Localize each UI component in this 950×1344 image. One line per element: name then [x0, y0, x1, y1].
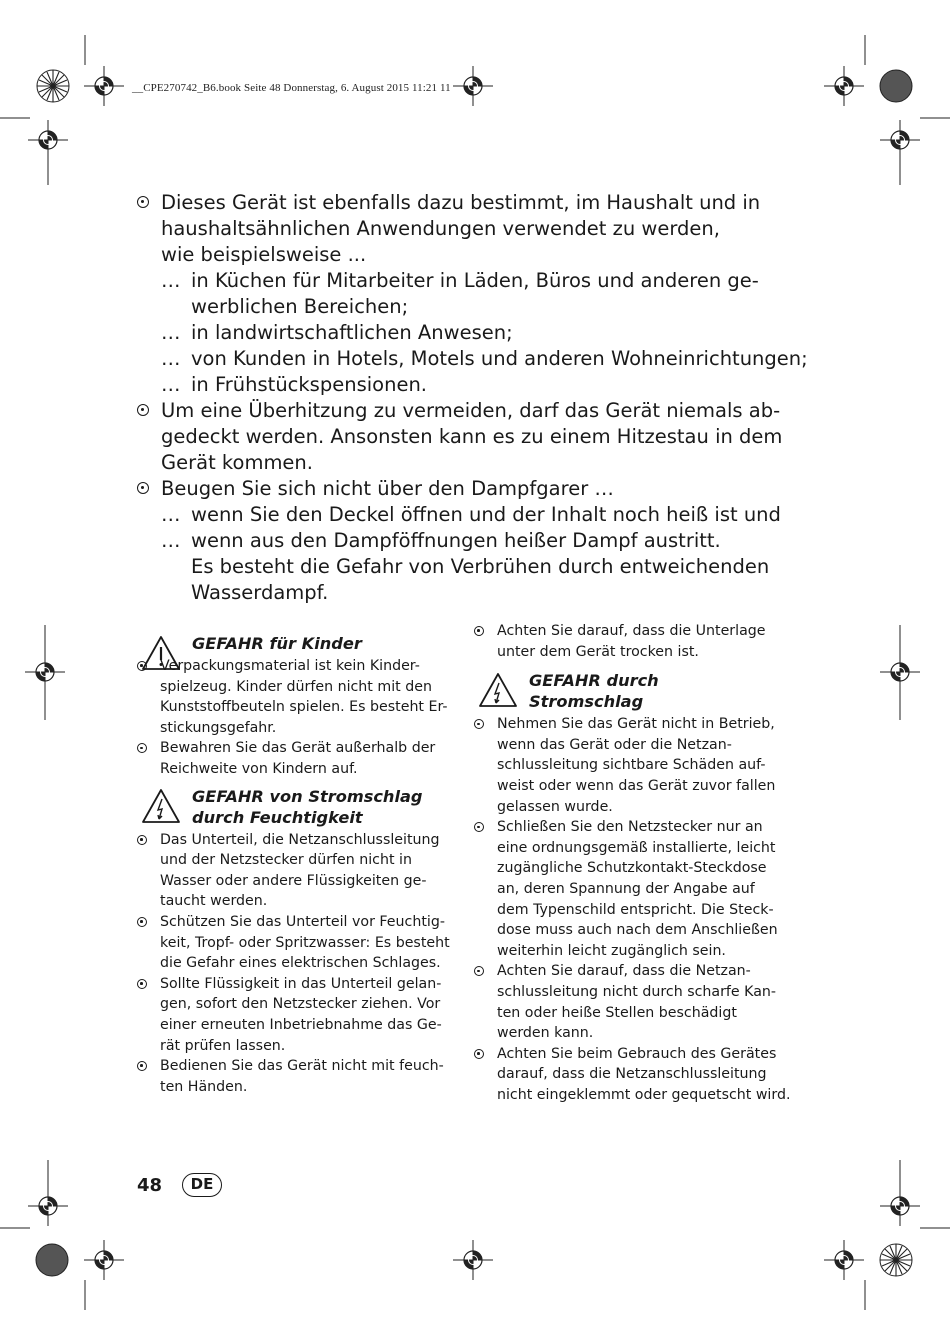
intro-sub-item: [161, 528, 817, 554]
bullet-item: [135, 1056, 460, 1097]
bullet-text-line: Achten Sie darauf, dass die Netzan-: [497, 963, 751, 980]
intro-sub-text: in landwirtschaftlichen Anwesen;: [191, 321, 513, 344]
bullet-text-line: an, deren Spannung der Angabe auf: [497, 880, 755, 897]
warning-heading-line: GEFAHR für Kinder: [192, 634, 362, 653]
bullet-item: [472, 714, 797, 817]
circled-bullet-icon: [474, 1049, 484, 1059]
ellipsis-marker: …: [161, 347, 181, 370]
bullet-item: [135, 656, 460, 738]
intro-sub-text: in Frühstückspensionen.: [191, 373, 427, 396]
bullet-text-line: Achten Sie darauf, dass die Unterlage: [497, 623, 766, 639]
warning-heading-line: durch Feuchtigkeit: [192, 807, 363, 827]
intro-sub-continuation: werblichen Bereichen;: [191, 295, 409, 318]
bullet-text-line: Nehmen Sie das Gerät nicht in Betrieb,: [497, 716, 775, 733]
bullet-text-line: Schützen Sie das Unterteil vor Feuchtig-: [160, 913, 445, 930]
warning-heading: [135, 633, 460, 654]
intro-sub-item: [161, 346, 817, 372]
bullet-text-line: Kunststoffbeuteln spielen. Es besteht Er-: [160, 699, 448, 716]
ellipsis-marker: …: [161, 529, 181, 552]
left-column: [135, 625, 460, 1097]
circled-bullet-icon: [137, 743, 147, 753]
bullet-item: [472, 817, 797, 961]
intro-bullet-item: [137, 190, 817, 398]
page-number: 48: [137, 1175, 163, 1196]
circled-bullet-icon: [474, 626, 484, 636]
bullet-text-line: dem Typenschild entspricht. Die Steck-: [497, 901, 774, 918]
bullet-text-line: stickungsgefahr.: [160, 719, 277, 736]
bullet-text-line: schlussleitung nicht durch scharfe Kan-: [497, 983, 776, 1000]
bullet-item: [135, 738, 460, 779]
intro-text-line: Um eine Überhitzung zu vermeiden, darf das Gerät niemals ab-: [161, 399, 781, 422]
bullet-text-line: keit, Tropf- oder Spritzwasser: Es besteht: [160, 934, 450, 951]
bullet-text-line: gelassen wurde.: [497, 798, 613, 815]
bullet-item: [135, 912, 460, 974]
intro-text-line: Gerät kommen.: [161, 451, 313, 474]
bullet-text-line: rät prüfen lassen.: [160, 1037, 286, 1054]
bullet-text-line: darauf, dass die Netzanschlussleitung: [497, 1066, 767, 1083]
electric-hazard-triangle-icon: [141, 788, 181, 824]
book-header-line: __CPE270742_B6.book Seite 48 Donnerstag, 6. August 2015 11:21 11: [132, 82, 451, 94]
circled-bullet-icon: [474, 719, 484, 729]
bullet-text-line: nicht eingeklemmt oder gequetscht wird.: [497, 1086, 791, 1103]
bullet-item: [472, 1044, 797, 1106]
bullet-text-line: Bedienen Sie das Gerät nicht mit feuch-: [160, 1058, 444, 1075]
intro-sub-continuation: Wasserdampf.: [191, 581, 329, 604]
intro-sub-item: [161, 372, 817, 398]
bullet-item: [135, 830, 460, 912]
circled-bullet-icon: [137, 979, 147, 989]
intro-text-line: Dieses Gerät ist ebenfalls dazu bestimmt, im Haushalt und in: [161, 191, 761, 214]
intro-sub-text: in Küchen für Mitarbeiter in Läden, Büros und anderen ge-: [191, 269, 759, 292]
circled-bullet-icon: [137, 196, 149, 208]
intro-text-line: haushaltsähnlichen Anwendungen verwendet zu werden,: [161, 217, 720, 240]
intro-sub-continuation: Es besteht die Gefahr von Verbrühen durch entweichenden: [191, 555, 770, 578]
bullet-text-line: wenn das Gerät oder die Netzan-: [497, 736, 732, 753]
bullet-text-line: und der Netzstecker dürfen nicht in: [160, 852, 412, 869]
warning-heading-line: Stromschlag: [529, 692, 644, 712]
intro-text-line: wie beispielsweise ...: [161, 243, 367, 266]
intro-sub-text: von Kunden in Hotels, Motels und anderen Wohneinrichtungen;: [191, 347, 808, 370]
circled-bullet-icon: [137, 1061, 147, 1071]
bullet-text-line: Verpackungsmaterial ist kein Kinder-: [160, 658, 420, 674]
bullet-text-line: weiterhin leicht zugänglich sein.: [497, 942, 726, 959]
warning-heading-line: GEFAHR von Stromschlag: [192, 786, 423, 806]
intro-sub-text: wenn Sie den Deckel öffnen und der Inhalt noch heiß ist und: [191, 503, 781, 526]
bullet-text-line: Achten Sie beim Gebrauch des Gerätes: [497, 1045, 777, 1062]
bullet-text-line: weist oder wenn das Gerät zuvor fallen: [497, 777, 776, 794]
bullet-text-line: ten Händen.: [160, 1078, 248, 1095]
bullet-text-line: die Gefahr eines elektrischen Schlages.: [160, 955, 441, 972]
ellipsis-marker: …: [161, 321, 181, 344]
electric-hazard-triangle-icon: [478, 672, 518, 708]
bullet-item: [472, 621, 797, 662]
bullet-text-line: ten oder heiße Stellen beschädigt: [497, 1004, 737, 1021]
intro-bullet-item: [137, 476, 817, 606]
intro-sub-item: [161, 320, 817, 346]
bullet-text-line: Bewahren Sie das Gerät außerhalb der: [160, 740, 436, 757]
bullet-text-line: unter dem Gerät trocken ist.: [497, 643, 699, 660]
bullet-text-line: spielzeug. Kinder dürfen nicht mit den: [160, 678, 432, 695]
bullet-text-line: Das Unterteil, die Netzanschlussleitung: [160, 831, 440, 848]
warning-heading: [135, 786, 460, 828]
intro-text-line: gedeckt werden. Ansonsten kann es zu einem Hitzestau in dem: [161, 425, 783, 448]
circled-bullet-icon: [137, 482, 149, 494]
bullet-text-line: Wasser oder andere Flüssigkeiten ge-: [160, 872, 427, 889]
bullet-text-line: Sollte Flüssigkeit in das Unterteil gelan-: [160, 975, 442, 992]
bullet-text-line: zugängliche Schutzkontakt-Steckdose: [497, 860, 767, 877]
bullet-text-line: gen, sofort den Netzstecker ziehen. Vor: [160, 996, 441, 1013]
warning-heading: [472, 670, 797, 712]
circled-bullet-icon: [474, 822, 484, 832]
bullet-text-line: einer erneuten Inbetriebnahme das Ge-: [160, 1016, 442, 1033]
circled-bullet-icon: [137, 917, 147, 927]
bullet-text-line: taucht werden.: [160, 893, 268, 910]
intro-text-line: Beugen Sie sich nicht über den Dampfgarer …: [161, 477, 614, 500]
ellipsis-marker: …: [161, 373, 181, 396]
circled-bullet-icon: [137, 661, 147, 671]
bullet-text-line: schlussleitung sichtbare Schäden auf-: [497, 757, 766, 774]
bullet-text-line: werden kann.: [497, 1025, 594, 1042]
ellipsis-marker: …: [161, 503, 181, 526]
bullet-item: [472, 961, 797, 1043]
bullet-item: [135, 974, 460, 1056]
warning-heading-line: GEFAHR durch: [529, 671, 659, 691]
bullet-text-line: Reichweite von Kindern auf.: [160, 760, 358, 777]
intro-section: [137, 190, 817, 606]
bullet-text-line: Schließen Sie den Netzstecker nur an: [497, 819, 763, 836]
circled-bullet-icon: [137, 404, 149, 416]
circled-bullet-icon: [474, 966, 484, 976]
language-badge: DE: [182, 1173, 222, 1197]
bullet-text-line: eine ordnungsgemäß installierte, leicht: [497, 839, 776, 856]
intro-sub-text: wenn aus den Dampföffnungen heißer Dampf austritt.: [191, 529, 721, 552]
circled-bullet-icon: [137, 835, 147, 845]
intro-bullet-item: [137, 398, 817, 476]
bullet-text-line: dose muss auch nach dem Anschließen: [497, 922, 778, 939]
ellipsis-marker: …: [161, 269, 181, 292]
intro-sub-item: [161, 502, 817, 528]
intro-sub-item: [161, 268, 817, 294]
right-column: [472, 621, 797, 1105]
